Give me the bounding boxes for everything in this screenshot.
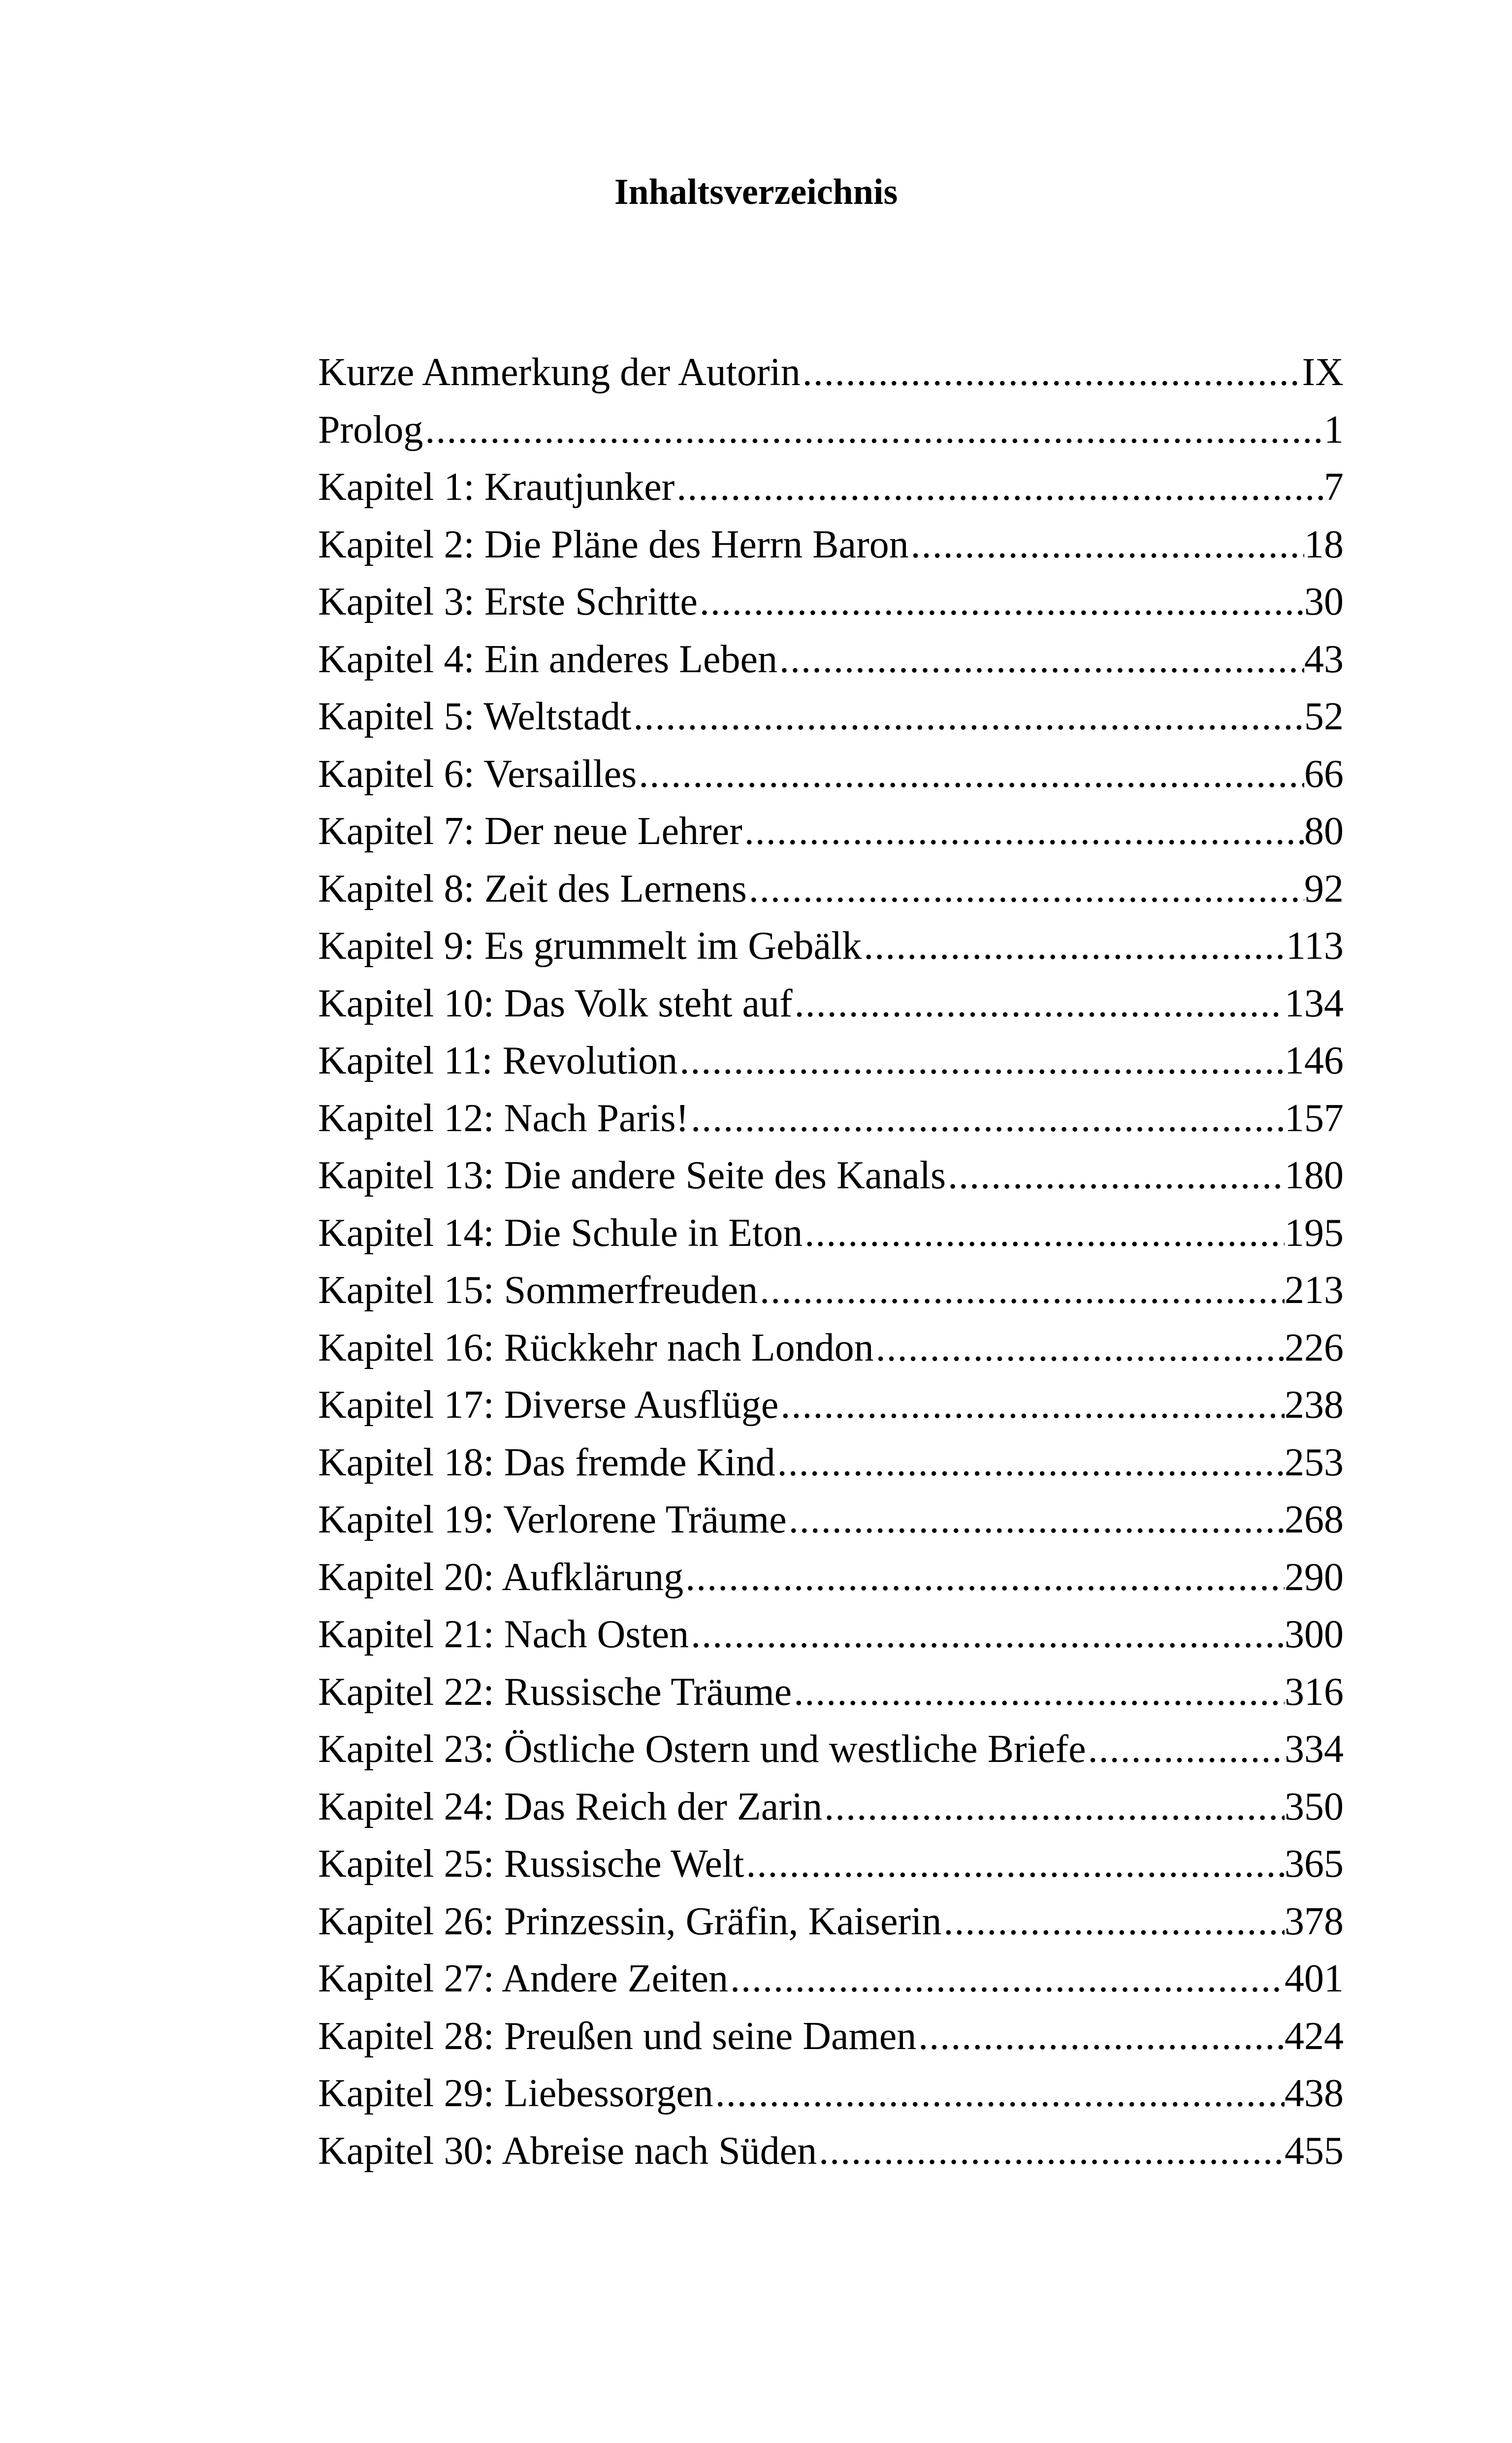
toc-entry-label: Kapitel 2: Die Pläne des Herrn Baron — [318, 522, 909, 566]
toc-entry-page-number: 455 — [1285, 2129, 1344, 2173]
toc-entry — [318, 1491, 1344, 1549]
table-of-contents — [318, 344, 1344, 2180]
dot-leader — [689, 1090, 1285, 1147]
dot-leader — [777, 631, 1304, 688]
toc-entry-page-number: 268 — [1285, 1498, 1344, 1541]
toc-entry — [318, 631, 1344, 688]
toc-entry-page-number: 157 — [1285, 1096, 1344, 1140]
dot-leader — [803, 1205, 1285, 1262]
toc-entry-page-number: 92 — [1304, 867, 1344, 911]
dot-leader — [793, 975, 1285, 1033]
dot-leader — [787, 1491, 1285, 1549]
toc-entry-label: Kapitel 29: Liebessorgen — [318, 2072, 713, 2115]
dot-leader — [747, 860, 1304, 918]
toc-entry-label: Kapitel 12: Nach Paris! — [318, 1096, 689, 1140]
dot-leader — [916, 2008, 1285, 2065]
toc-entry-label: Kapitel 11: Revolution — [318, 1039, 678, 1082]
toc-entry-page-number: 365 — [1285, 1842, 1344, 1886]
toc-entry — [318, 2122, 1344, 2180]
dot-leader — [675, 458, 1324, 516]
toc-entry — [318, 1147, 1344, 1205]
toc-entry-page-number: IX — [1302, 351, 1344, 394]
toc-entry — [318, 2008, 1344, 2065]
toc-entry-label: Kapitel 3: Erste Schritte — [318, 580, 698, 623]
toc-entry — [318, 1376, 1344, 1434]
toc-entry-label: Prolog — [318, 408, 423, 452]
dot-leader — [677, 1032, 1285, 1090]
toc-entry-label: Kapitel 19: Verlorene Träume — [318, 1498, 787, 1541]
dot-leader — [423, 401, 1324, 459]
toc-entry-page-number: 80 — [1304, 810, 1344, 853]
dot-leader — [817, 2122, 1285, 2180]
toc-entry-page-number: 18 — [1304, 522, 1344, 566]
toc-entry — [318, 1032, 1344, 1090]
toc-entry-label: Kapitel 6: Versailles — [318, 752, 637, 796]
dot-leader — [698, 573, 1304, 631]
toc-entry-label: Kapitel 1: Krautjunker — [318, 465, 675, 509]
dot-leader — [862, 917, 1286, 975]
dot-leader — [1086, 1721, 1285, 1778]
dot-leader — [909, 516, 1304, 574]
toc-entry-label: Kapitel 5: Weltstadt — [318, 695, 632, 738]
toc-entry-page-number: 180 — [1285, 1154, 1344, 1197]
dot-leader — [792, 1663, 1285, 1721]
toc-entry-label: Kapitel 4: Ein anderes Leben — [318, 637, 777, 681]
toc-entry — [318, 573, 1344, 631]
toc-entry-label: Kapitel 24: Das Reich der Zarin — [318, 1785, 823, 1828]
toc-entry — [318, 458, 1344, 516]
toc-entry — [318, 746, 1344, 803]
toc-entry-label: Kapitel 10: Das Volk steht auf — [318, 981, 793, 1025]
toc-entry-label: Kapitel 17: Diverse Ausflüge — [318, 1383, 779, 1427]
toc-entry — [318, 1778, 1344, 1836]
toc-entry — [318, 516, 1344, 574]
toc-entry-label: Kapitel 18: Das fremde Kind — [318, 1440, 775, 1484]
toc-entry — [318, 1090, 1344, 1147]
toc-entry — [318, 1319, 1344, 1377]
dot-leader — [801, 344, 1302, 401]
toc-entry-label: Kapitel 9: Es grummelt im Gebälk — [318, 924, 862, 968]
toc-entry-page-number: 316 — [1285, 1670, 1344, 1714]
toc-entry-page-number: 226 — [1285, 1326, 1344, 1369]
toc-entry-label: Kapitel 7: Der neue Lehrer — [318, 810, 742, 853]
toc-entry-label: Kurze Anmerkung der Autorin — [318, 351, 801, 394]
dot-leader — [822, 1778, 1285, 1836]
toc-entry — [318, 1663, 1344, 1721]
toc-entry — [318, 1950, 1344, 2008]
toc-entry-label: Kapitel 26: Prinzessin, Gräfin, Kaiserin — [318, 1899, 942, 1943]
toc-entry — [318, 803, 1344, 860]
toc-entry-label: Kapitel 25: Russische Welt — [318, 1842, 744, 1886]
toc-entry — [318, 1549, 1344, 1606]
toc-entry-label: Kapitel 22: Russische Träume — [318, 1670, 792, 1714]
toc-entry — [318, 1835, 1344, 1893]
toc-entry — [318, 2065, 1344, 2122]
dot-leader — [758, 1262, 1285, 1319]
toc-entry-page-number: 1 — [1324, 408, 1344, 452]
dot-leader — [689, 1606, 1285, 1663]
toc-entry-page-number: 66 — [1304, 752, 1344, 796]
dot-leader — [946, 1147, 1285, 1205]
toc-entry — [318, 688, 1344, 746]
toc-entry-label: Kapitel 13: Die andere Seite des Kanals — [318, 1154, 946, 1197]
dot-leader — [775, 1434, 1285, 1492]
toc-entry-page-number: 300 — [1285, 1613, 1344, 1656]
dot-leader — [778, 1376, 1285, 1434]
dot-leader — [744, 1835, 1285, 1893]
toc-entry-label: Kapitel 28: Preußen und seine Damen — [318, 2014, 917, 2058]
toc-entry-page-number: 334 — [1285, 1727, 1344, 1771]
toc-entry — [318, 1434, 1344, 1492]
toc-entry-label: Kapitel 15: Sommerfreuden — [318, 1269, 758, 1312]
page-title: Inhaltsverzeichnis — [614, 172, 898, 212]
toc-entry-page-number: 52 — [1304, 695, 1344, 738]
toc-entry — [318, 1262, 1344, 1319]
toc-entry-page-number: 438 — [1285, 2072, 1344, 2115]
toc-entry-page-number: 113 — [1286, 924, 1344, 968]
toc-entry-label: Kapitel 21: Nach Osten — [318, 1613, 689, 1656]
toc-entry — [318, 1893, 1344, 1951]
toc-entry — [318, 344, 1344, 401]
toc-entry-label: Kapitel 16: Rückkehr nach London — [318, 1326, 874, 1369]
toc-entry-label: Kapitel 30: Abreise nach Süden — [318, 2129, 817, 2173]
toc-entry-page-number: 7 — [1324, 465, 1344, 509]
toc-entry-label: Kapitel 23: Östliche Ostern und westliche Briefe — [318, 1727, 1086, 1771]
toc-entry-page-number: 146 — [1285, 1039, 1344, 1082]
toc-entry-page-number: 238 — [1285, 1383, 1344, 1427]
toc-entry-page-number: 30 — [1304, 580, 1344, 623]
toc-entry — [318, 1205, 1344, 1262]
toc-entry — [318, 860, 1344, 918]
dot-leader — [742, 803, 1304, 860]
toc-entry — [318, 975, 1344, 1033]
dot-leader — [631, 688, 1304, 746]
toc-entry-label: Kapitel 8: Zeit des Lernens — [318, 867, 747, 911]
dot-leader — [713, 2065, 1285, 2122]
toc-entry-page-number: 253 — [1285, 1440, 1344, 1484]
toc-entry-page-number: 195 — [1285, 1211, 1344, 1255]
toc-entry — [318, 1721, 1344, 1778]
dot-leader — [874, 1319, 1285, 1377]
toc-entry-page-number: 350 — [1285, 1785, 1344, 1828]
toc-entry-page-number: 424 — [1285, 2014, 1344, 2058]
toc-entry-page-number: 290 — [1285, 1555, 1344, 1599]
toc-entry-label: Kapitel 27: Andere Zeiten — [318, 1957, 729, 2000]
toc-entry — [318, 917, 1344, 975]
dot-leader — [728, 1950, 1285, 2008]
toc-entry-page-number: 401 — [1285, 1957, 1344, 2000]
toc-entry-label: Kapitel 20: Aufklärung — [318, 1555, 684, 1599]
dot-leader — [637, 746, 1304, 803]
toc-entry — [318, 401, 1344, 459]
toc-entry-page-number: 378 — [1285, 1899, 1344, 1943]
toc-entry-page-number: 43 — [1304, 637, 1344, 681]
toc-entry-page-number: 134 — [1285, 981, 1344, 1025]
toc-entry — [318, 1606, 1344, 1663]
toc-entry-page-number: 213 — [1285, 1269, 1344, 1312]
dot-leader — [683, 1549, 1285, 1606]
dot-leader — [941, 1893, 1285, 1951]
toc-entry-label: Kapitel 14: Die Schule in Eton — [318, 1211, 803, 1255]
